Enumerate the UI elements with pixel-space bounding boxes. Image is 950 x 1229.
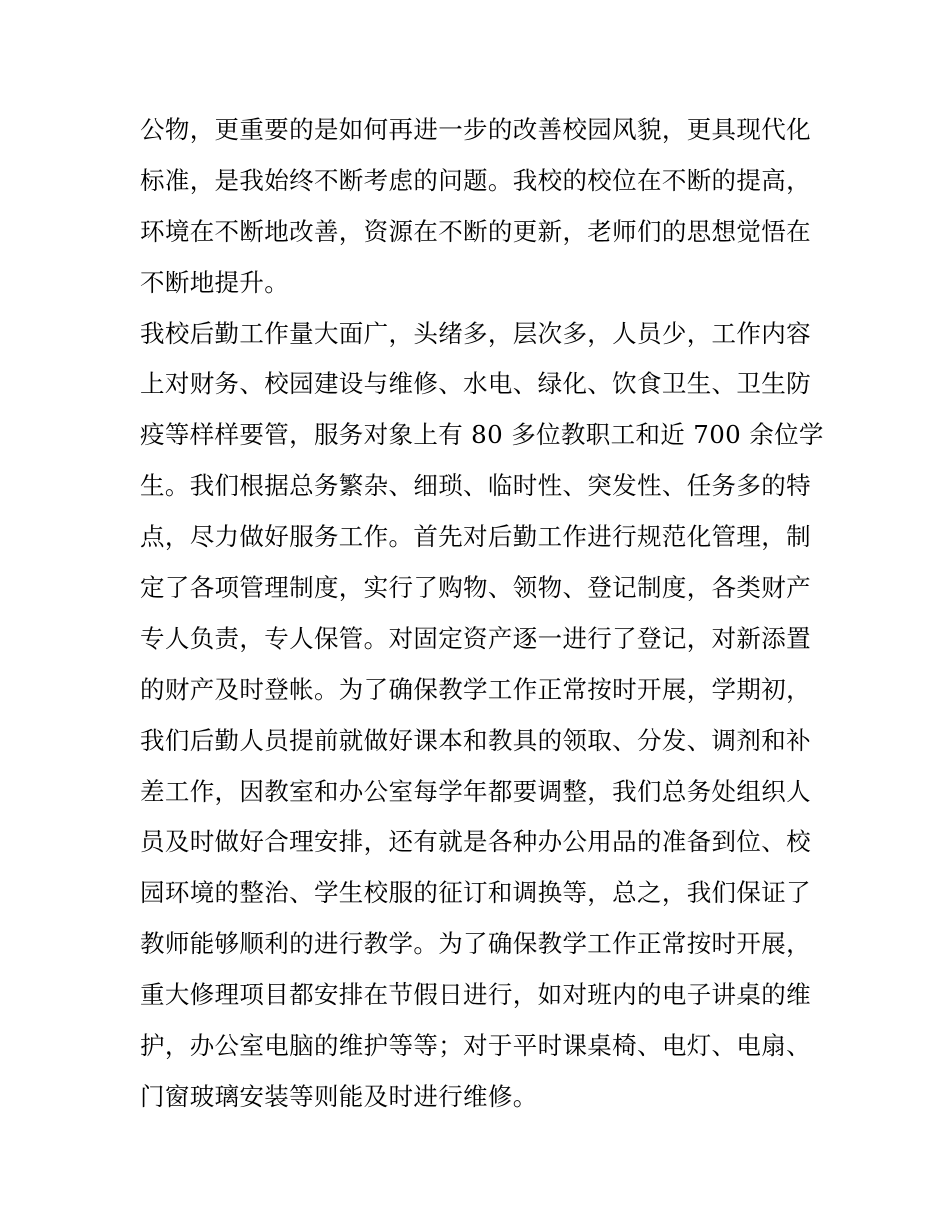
text-line: 教师能够顺利的进行教学。为了确保教学工作正常按时开展， bbox=[140, 929, 811, 959]
text-line: 专人负责，专人保管。对固定资产逐一进行了登记，对新添置 bbox=[140, 623, 811, 653]
text-line: 重大修理项目都安排在节假日进行，如对班内的电子讲桌的维 bbox=[140, 980, 811, 1010]
text-line: 园环境的整治、学生校服的征订和调换等，总之，我们保证了 bbox=[140, 878, 811, 908]
text-line: 环境在不断地改善，资源在不断的更新，老师们的思想觉悟在 bbox=[140, 216, 811, 246]
body-text bbox=[140, 105, 824, 1123]
text-line: 我们后勤人员提前就做好课本和教具的领取、分发、调剂和补 bbox=[140, 725, 811, 755]
text-line: 上对财务、校园建设与维修、水电、绿化、饮食卫生、卫生防 bbox=[140, 369, 811, 399]
text-line: 标准，是我始终不断考虑的问题。我校的校位在不断的提高， bbox=[140, 165, 811, 195]
text-line: 护，办公室电脑的维护等等；对于平时课桌椅、电灯、电扇、 bbox=[140, 1031, 811, 1061]
text-line: 不断地提升。 bbox=[140, 267, 290, 297]
text-line: 我校后勤工作量大面广，头绪多，层次多，人员少，工作内容 bbox=[140, 318, 811, 348]
text-line: 差工作，因教室和办公室每学年都要调整，我们总务处组织人 bbox=[140, 776, 811, 806]
text-line: 疫等样样要管，服务对象上有 80 多位教职工和近 700 余位学 bbox=[140, 420, 824, 450]
text-line: 公物，更重要的是如何再进一步的改善校园风貌，更具现代化 bbox=[140, 115, 811, 144]
text-line: 点，尽力做好服务工作。首先对后勤工作进行规范化管理，制 bbox=[140, 522, 811, 552]
text-line: 门窗玻璃安装等则能及时进行维修。 bbox=[140, 1081, 538, 1111]
text-line: 定了各项管理制度，实行了购物、领物、登记制度，各类财产 bbox=[140, 573, 811, 603]
text-line: 生。我们根据总务繁杂、细琐、临时性、突发性、任务多的特 bbox=[140, 471, 811, 501]
text-line: 的财产及时登帐。为了确保教学工作正常按时开展，学期初， bbox=[140, 674, 811, 704]
text-line: 员及时做好合理安排，还有就是各种办公用品的准备到位、校 bbox=[140, 827, 811, 857]
